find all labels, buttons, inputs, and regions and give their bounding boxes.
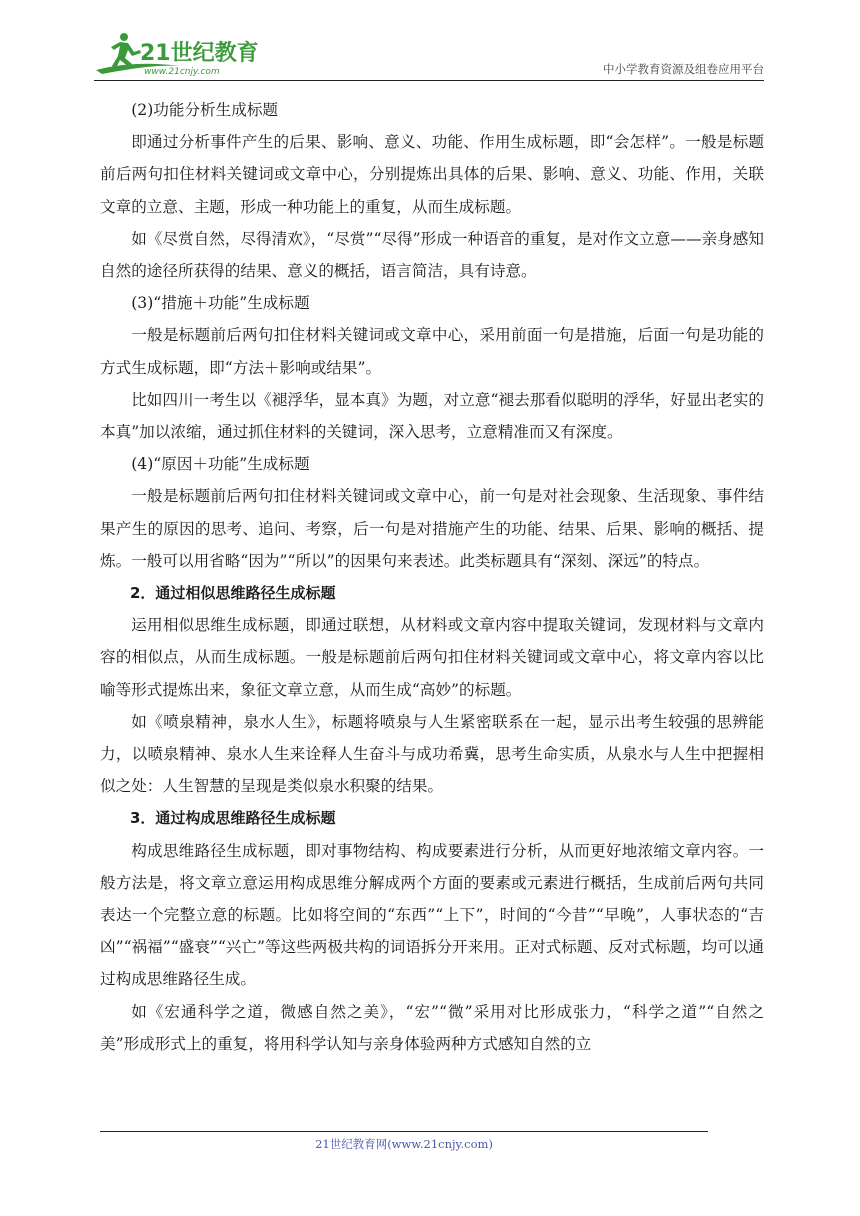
paragraph: 一般是标题前后两句扣住材料关键词或文章中心，前一句是对社会现象、生活现象、事件结果产生的原因的思考、追问、考察，后一句是对措施产生的功能、结果、后果、影响的概括、提炼。一般可以用省略“因为”“所以”的因果句来表述。此类标题具有“深刻、深远”的特点。	[100, 487, 764, 570]
subsection-heading: (4)“原因＋功能”生成标题	[131, 455, 310, 474]
paragraph: 如《宏通科学之道，微感自然之美》，“宏”“微”采用对比形成张力，“科学之道”“自然之美”形成形式上的重复，将用科学认知与亲身体验两种方式感知自然的立	[100, 1002, 764, 1053]
runner-icon	[111, 33, 141, 68]
subsection-heading: (2)功能分析生成标题	[131, 101, 279, 119]
paragraph: 如《喷泉精神，泉水人生》，标题将喷泉与人生紧密联系在一起，显示出考生较强的思辨能力，以喷泉精神、泉水人生来诠释人生奋斗与成功希冀，思考生命实质，从泉水与人生中把握相似之处：人生智慧的呈现是类似泉水积聚的结果。	[100, 712, 764, 796]
paragraph: 如《尽赏自然，尽得清欢》，“尽赏”“尽得”形成一种语音的重复，是对作文立意——亲身感知自然的途径所获得的结果、意义的概括，语言简洁，具有诗意。	[100, 229, 764, 281]
subsection-heading: (3)“措施＋功能”生成标题	[131, 294, 310, 313]
page-header	[94, 30, 764, 80]
logo-text: 21世纪教育	[140, 41, 259, 66]
footer-divider	[100, 1131, 708, 1132]
section-heading: 3．通过构成思维路径生成标题	[130, 809, 336, 828]
platform-name: 中小学教育资源及组卷应用平台	[603, 62, 764, 76]
footer-text: 21世纪教育网(www.21cnjy.com)	[315, 1137, 493, 1151]
section-heading: 2．通过相似思维路径生成标题	[130, 584, 336, 603]
paragraph: 构成思维路径生成标题，即对事物结构、构成要素进行分析，从而更好地浓缩文章内容。一般方法是，将文章立意运用构成思维分解成两个方面的要素或元素进行概括，生成前后两句共同表达一个完整立意的标题。比如将空间的“东西”“上下”，时间的“今昔”“早晚”，人事状态的“吉凶”“祸福”“盛衰”“兴亡”等这些两极共构的词语拆分开来用。正对式标题、反对式标题，均可以通过构成思维路径生成。	[100, 841, 764, 989]
document-body	[100, 94, 764, 1060]
logo	[94, 30, 264, 78]
header-divider	[94, 80, 764, 81]
paragraph: 运用相似思维生成标题，即通过联想，从材料或文章内容中提取关键词，发现材料与文章内容的相似点，从而生成标题。一般是标题前后两句扣住材料关键词或文章中心，将文章内容以比喻等形式提炼出来，象征文章立意，从而生成“高妙”的标题。	[100, 616, 764, 699]
logo-url: www.21cnjy.com	[144, 67, 220, 77]
paragraph: 一般是标题前后两句扣住材料关键词或文章中心，采用前面一句是措施，后面一句是功能的方式生成标题，即“方法＋影响或结果”。	[100, 326, 764, 377]
paragraph: 即通过分析事件产生的后果、影响、意义、功能、作用生成标题，即“会怎样”。一般是标题前后两句扣住材料关键词或文章中心，分别提炼出具体的后果、影响、意义、功能、作用，关联文章的立意、主题，形成一种功能上的重复，从而生成标题。	[100, 133, 764, 216]
paragraph: 比如四川一考生以《褪浮华，显本真》为题，对立意“褪去那看似聪明的浮华，好显出老实的本真”加以浓缩，通过抓住材料的关键词，深入思考，立意精准而又有深度。	[100, 390, 764, 442]
